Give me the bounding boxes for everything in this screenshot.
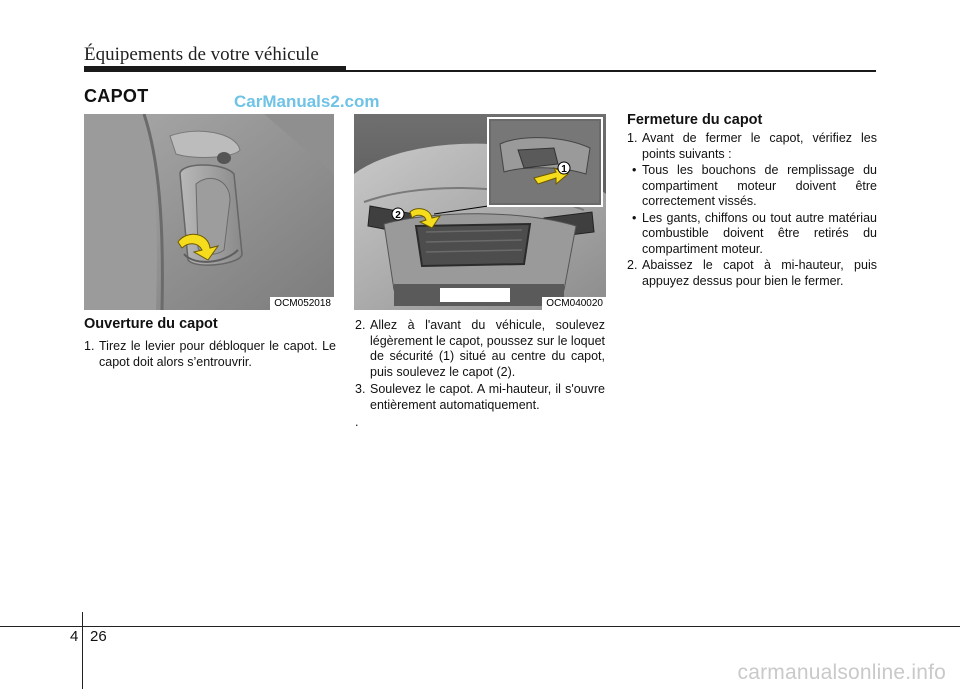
closing-bullet-1 [632, 163, 877, 210]
footer-rule [0, 626, 960, 627]
opening-step-3 [355, 382, 605, 413]
chapter-number: 4 [70, 628, 79, 645]
step-text: Abaissez le capot à mi-hauteur, puis appuyez dessus pour bien le fermer. [642, 258, 877, 288]
page-number: 26 [90, 628, 107, 645]
step-text: Avant de fermer le capot, vérifiez les points suivants : [642, 131, 877, 161]
step-number: 2. [627, 258, 638, 272]
header-rule-thin [346, 70, 876, 72]
photo-code-lever: OCM052018 [270, 297, 334, 310]
step-number: 1. [627, 131, 638, 145]
callout-2: 2 [395, 210, 401, 221]
opening-heading: Ouverture du capot [84, 316, 218, 332]
photo-vehicle-front [354, 114, 606, 310]
step-text: Soulevez le capot. A mi-hauteur, il s'ouvre entièrement automatiquement. [370, 382, 605, 412]
callout-1: 1 [561, 164, 567, 175]
trailing-dot: . [355, 415, 359, 429]
step-number: 2. [355, 318, 366, 332]
step-number: 3. [355, 382, 366, 396]
opening-step-1 [84, 339, 336, 370]
footer-site-watermark: carmanualsonline.info [737, 661, 946, 684]
closing-bullet-2 [632, 211, 877, 258]
bullet-text: Tous les bouchons de remplissage du compartiment moteur doivent être correctement vissés. [642, 163, 877, 208]
closing-heading: Fermeture du capot [627, 112, 763, 128]
step-text: Allez à l'avant du véhicule, soulevez légèrement le capot, poussez sur le loquet de sécurité (1) situé au centre du capot, puis soulevez le capot (2). [370, 318, 605, 379]
section-title: CAPOT [84, 86, 149, 106]
bullet-glyph: • [632, 163, 637, 177]
bullet-glyph: • [632, 210, 637, 225]
opening-block [84, 316, 336, 370]
photo-code-front: OCM040020 [542, 297, 606, 310]
closing-step-2 [627, 258, 877, 289]
footer-divider [82, 612, 83, 689]
closing-block [627, 112, 877, 289]
header-rule-thick [84, 66, 346, 72]
page-header-title: Équipements de votre véhicule [84, 44, 319, 65]
bullet-text: Les gants, chiffons ou tout autre matériau combustible doivent être retirés du compartiment moteur. [642, 210, 877, 256]
opening-step-2 [355, 318, 605, 380]
step-number: 1. [84, 339, 95, 353]
closing-step-1 [627, 131, 877, 162]
watermark-carmanuals: CarManuals2.com [234, 92, 380, 111]
step-text: Tirez le levier pour débloquer le capot. Le capot doit alors s’entrouvrir. [99, 339, 336, 369]
photo-hood-release-lever [84, 114, 334, 310]
opening-steps-continued [355, 318, 605, 431]
